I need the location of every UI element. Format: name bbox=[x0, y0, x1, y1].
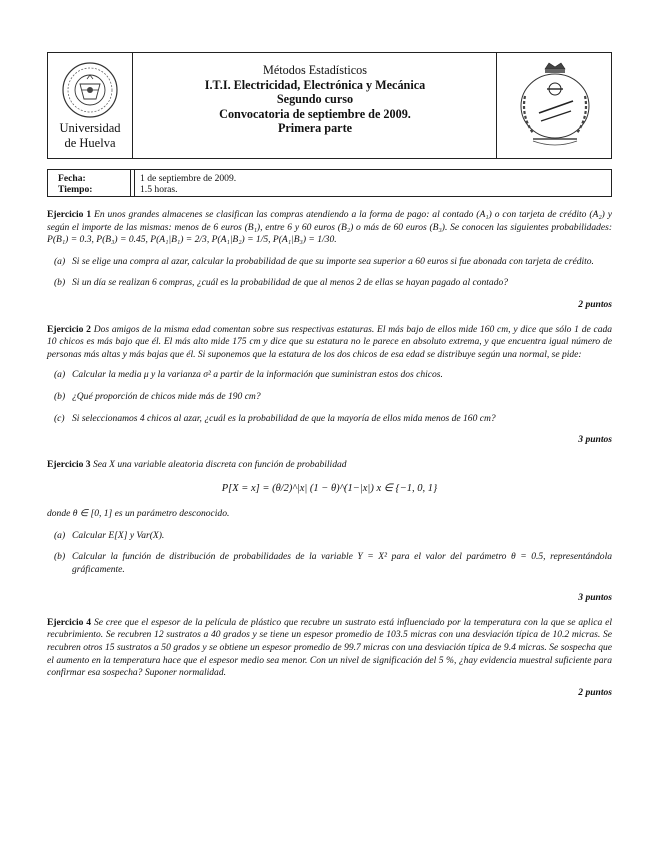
time-label: Tiempo: bbox=[58, 184, 93, 195]
exercise-3-label: Ejercicio 3 bbox=[47, 458, 91, 470]
exercise-1-text: En unos grandes almacenes se clasifican las compras atendiendo a la forma de pago: al contado (A₁) o con tarjeta de crédito (A₂) y según el importe de las mismas: menos de 6 euros (B₁), entre 6 y 60 euros (B₂) o más de 60 euros (B₃). Se conocen las siguientes probabilidades: P(B₁) = 0.3, P(B₃) = 0.45, P(A₁|B₁) = 2/3, P(A₁|B₂) = 1/5, P(A₁|B₃) = 1/30. bbox=[47, 209, 613, 246]
svg-text:de Huelva: de Huelva bbox=[64, 136, 116, 150]
course-name: Métodos Estadísticos bbox=[263, 63, 367, 77]
exam-content bbox=[47, 209, 612, 699]
exam-session: Convocatoria de septiembre de 2009. bbox=[219, 106, 411, 121]
exercise-1-points: 2 puntos bbox=[578, 298, 612, 310]
exercise-2-statement bbox=[47, 324, 612, 362]
header-divider-left bbox=[132, 53, 133, 158]
exercise-4-label: Ejercicio 4 bbox=[47, 616, 92, 628]
exam-info-box bbox=[47, 169, 612, 197]
exercise-2-items bbox=[47, 369, 612, 425]
university-seal-logo bbox=[54, 59, 126, 154]
school-crest-logo bbox=[503, 61, 607, 151]
date-label: Fecha: bbox=[58, 173, 86, 184]
header-divider-right bbox=[496, 53, 497, 158]
exercise-2-item-b: (b) ¿Qué proporción de chicos mide más de 190 cm? bbox=[54, 390, 261, 402]
exam-part: Primera parte bbox=[277, 121, 353, 136]
info-divider bbox=[130, 170, 131, 196]
exercise-3-text: Sea X una variable aleatoria discreta con función de probabilidad bbox=[92, 458, 347, 470]
exercise-3-after: donde θ ∈ [0, 1] es un parámetro desconocido. bbox=[47, 507, 230, 519]
probability-formula: P[X = x] = (θ/2)^|x| (1 − θ)^(1−|x|) x ∈ {−1, 0, 1} bbox=[221, 483, 438, 495]
degree-name: I.T.I. Electricidad, Electrónica y Mecánica bbox=[204, 77, 426, 92]
course-year: Segundo curso bbox=[276, 92, 354, 107]
info-divider-2 bbox=[134, 170, 135, 196]
exercise-2-item-a: (a) Calcular la media μ y la varianza σ² a partir de la información que suministran estos dos chicos. bbox=[54, 369, 443, 381]
exercise-3-statement bbox=[47, 459, 612, 472]
exercise-4-points: 2 puntos bbox=[578, 686, 612, 698]
svg-text:Universidad: Universidad bbox=[59, 121, 121, 135]
exercise-2-points: 3 puntos bbox=[578, 434, 612, 446]
exercise-1-items bbox=[47, 256, 612, 290]
exercise-1-item-b: (b) Si un día se realizan 6 compras, ¿cuál es la probabilidad de que al menos 2 de ellas se hayan pagado al contado? bbox=[54, 277, 509, 289]
exercise-3-points: 3 puntos bbox=[578, 592, 612, 604]
exercise-3-item-b: (b) Calcular la función de distribución de probabilidades de la variable Y = X² para el valor del parámetro θ = 0.5, representándola gráficamente. bbox=[54, 551, 612, 575]
exercise-4-text: Se cree que el espesor de la película de plástico que recubre un sustrato está influenciado por la temperatura con la que se aplica el recubrimiento. Se recubren 12 sustratos a 40 grados y se tiene un espesor promedio de 103.5 micras con una desviación típica de 10.2 micras. Se recubren otros 15 sustratos a 50 grados y se obtiene un espesor promedio de 99.7 micras con una desviación típica de 9.4 micras. Se sospecha que el aumento en la temperatura hace que el espesor medio sea menor. Con un nivel de significación del 5 %, ¿hay evidencia muestral suficiente para confirmar esa sospecha? Suponer normalidad. bbox=[47, 616, 613, 679]
exercise-1-item-a: (a) Si se elige una compra al azar, calcular la probabilidad de que su importe sea superior a 60 euros si fue abonada con tarjeta de crédito. bbox=[54, 255, 594, 267]
exercise-1-label: Ejercicio 1 bbox=[47, 209, 92, 220]
exercise-3-items bbox=[47, 530, 612, 577]
exam-title-block bbox=[134, 63, 496, 136]
date-value: 1 de septiembre de 2009. bbox=[140, 173, 237, 184]
exercise-2-text: Dos amigos de la misma edad comentan sobre sus respectivas estaturas. El más bajo de ellos mide 160 cm, y dice que sólo 1 de cada 10 chicos es más bajo que él. El más alto mide 175 cm y dice que su estatura no le parece en absoluto extrema, y que encuentra igual número de personas más altas y más bajas que él. Si suponemos que la estatura de los dos chicos de esa edad se distribuye según una normal, se pide: bbox=[47, 323, 613, 360]
exam-header bbox=[47, 52, 612, 159]
exercise-2-label: Ejercicio 2 bbox=[47, 323, 91, 335]
exercise-2-item-c: (c) Si seleccionamos 4 chicos al azar, ¿cuál es la probabilidad de que la mayoría de ellos mida menos de 160 cm? bbox=[54, 412, 496, 424]
time-value: 1.5 horas. bbox=[140, 184, 178, 195]
exercise-3-item-a: (a) Calcular E[X] y Var(X). bbox=[54, 529, 165, 541]
exercise-1-statement bbox=[47, 209, 612, 247]
exercise-4-statement bbox=[47, 617, 612, 680]
